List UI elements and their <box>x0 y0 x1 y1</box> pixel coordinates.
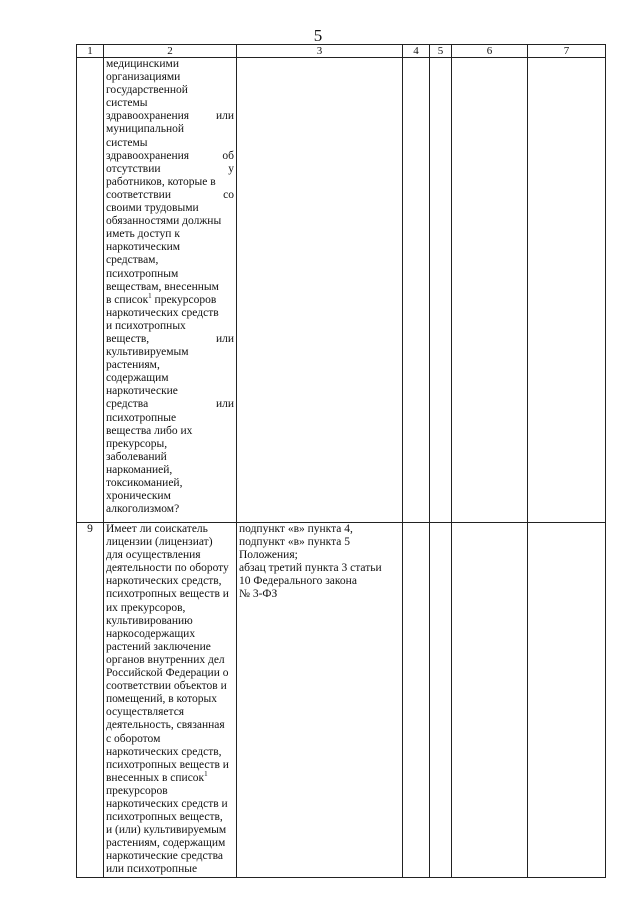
question-line: системы <box>106 97 148 110</box>
not-applicable-cell <box>452 58 528 523</box>
answer-no-cell <box>430 58 452 523</box>
question-line: наркотические средства <box>106 850 223 863</box>
question-line: прекурсоров <box>106 784 168 797</box>
answer-yes-cell <box>403 523 430 878</box>
question-line: и (или) культивируемым <box>106 824 227 837</box>
question-line: своими трудовыми <box>106 202 199 215</box>
question-line: обязанностями должны <box>106 215 222 228</box>
question-line: отсутствии у <box>106 162 234 175</box>
answer-no-cell <box>430 523 452 878</box>
column-header-2: 2 <box>104 45 237 58</box>
question-line: государственной <box>106 84 188 97</box>
question-line: культивируемым <box>106 346 189 359</box>
question-line: и психотропных <box>106 319 186 332</box>
question-line: психотропных веществ и <box>106 588 229 601</box>
reference-line: Положения; <box>239 549 298 562</box>
question-line: психотропных веществ, <box>106 811 223 824</box>
question-line: наркотическим <box>106 241 181 254</box>
question-line: наркотических средств, <box>106 575 222 588</box>
question-line: вещества либо их <box>106 424 193 437</box>
question-line: веществ, или <box>106 332 234 345</box>
column-number-row <box>77 45 606 58</box>
column-header-1: 1 <box>77 45 104 58</box>
note-cell <box>528 523 606 878</box>
question-line: психотропным <box>106 267 179 280</box>
question-text <box>104 58 237 523</box>
page-number: 5 <box>313 26 323 45</box>
question-line: психотропные <box>106 411 177 424</box>
legal-reference <box>237 523 403 878</box>
column-header-4: 4 <box>403 45 430 58</box>
question-line: в список$^1$ прекурсоров <box>106 291 217 306</box>
question-line: иметь доступ к <box>106 228 180 241</box>
question-line: или психотропные <box>106 863 198 876</box>
row-number: 9 <box>77 523 104 878</box>
question-line: лицензии (лицензиат) <box>106 536 213 549</box>
question-line: наркотических средств и <box>106 797 228 810</box>
question-line: прекурсоры, <box>106 437 168 450</box>
column-header-7: 7 <box>528 45 606 58</box>
question-line: Российской Федерации о <box>106 667 229 680</box>
question-line: Имеет ли соискатель <box>106 523 208 535</box>
question-line: муниципальной <box>106 123 185 136</box>
question-line: заболеваний <box>106 450 167 463</box>
column-header-5: 5 <box>430 45 452 58</box>
question-line: наркоманией, <box>106 463 173 476</box>
question-text <box>104 523 237 878</box>
reference-line: абзац третий пункта 3 статьи <box>239 562 382 575</box>
question-line: растениям, содержащим <box>106 837 226 850</box>
legal-reference <box>237 58 403 523</box>
question-line: хроническим <box>106 490 171 503</box>
question-line: внесенных в список$^1$ <box>106 769 208 784</box>
question-line: растений заключение <box>106 640 211 653</box>
question-line: их прекурсоров, <box>106 601 186 614</box>
column-header-6: 6 <box>452 45 528 58</box>
note-cell <box>528 58 606 523</box>
question-line: здравоохранения или <box>106 110 234 123</box>
checklist-table <box>76 44 606 878</box>
question-line: наркотических средств <box>106 306 219 319</box>
question-line: психотропных веществ и <box>106 758 229 771</box>
question-line: наркотических средств, <box>106 745 222 758</box>
question-line: осуществляется <box>106 706 185 719</box>
question-line: наркосодержащих <box>106 627 196 640</box>
answer-yes-cell <box>403 58 430 523</box>
question-line: помещений, в которых <box>106 693 217 706</box>
question-line: алкоголизмом? <box>106 503 180 516</box>
reference-line: 10 Федерального закона <box>239 575 357 588</box>
question-line: с оборотом <box>106 732 161 745</box>
question-line: соответствии со <box>106 188 234 201</box>
not-applicable-cell <box>452 523 528 878</box>
question-line: веществам, внесенным <box>106 280 219 293</box>
question-line: организациями <box>106 71 181 84</box>
table-row <box>77 58 606 523</box>
question-line: средства или <box>106 398 234 411</box>
question-line: растениям, <box>106 359 160 372</box>
question-line: здравоохранения об <box>106 149 234 162</box>
reference-line: подпункт «в» пункта 5 <box>239 536 351 549</box>
question-line: работников, которые в <box>106 175 216 188</box>
reference-line: № 3-ФЗ <box>239 588 278 601</box>
question-line: средствам, <box>106 254 159 267</box>
question-line: культивированию <box>106 614 193 627</box>
column-header-3: 3 <box>237 45 403 58</box>
question-line: медицинскими <box>106 58 179 70</box>
question-line: деятельность, связанная <box>106 719 225 732</box>
question-line: токсикоманией, <box>106 477 183 489</box>
question-line: соответствии объектов и <box>106 680 227 693</box>
question-line: наркотические <box>106 385 178 398</box>
question-line: органов внутренних дел <box>106 653 225 666</box>
question-line: деятельности по обороту <box>106 562 229 575</box>
row-number <box>77 58 104 523</box>
question-line: содержащим <box>106 372 169 385</box>
question-line: системы <box>106 136 148 149</box>
reference-line: подпункт «в» пункта 4, <box>239 523 353 535</box>
question-line: для осуществления <box>106 549 201 562</box>
table-row <box>77 523 606 878</box>
